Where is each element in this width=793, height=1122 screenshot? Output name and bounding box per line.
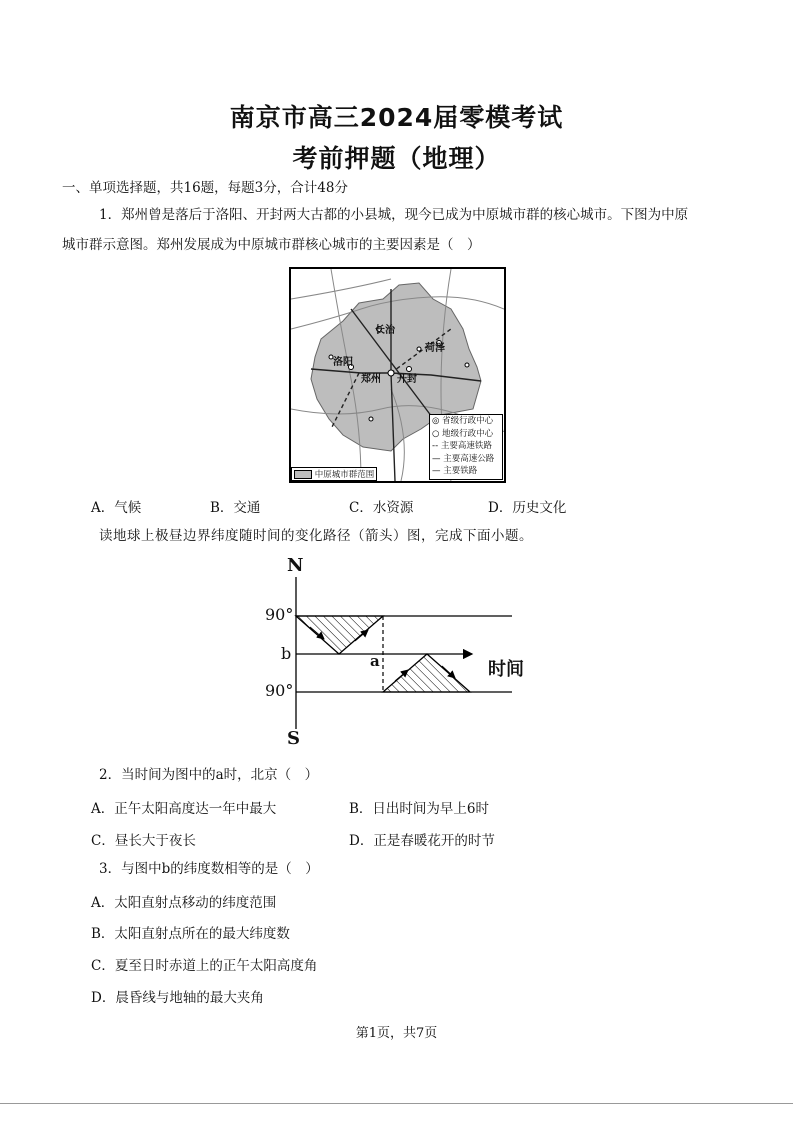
circle-icon: ○ (432, 428, 440, 439)
lower-hatched-triangle (383, 654, 470, 692)
q2-stem: 2．当时间为图中的a时，北京（ ） (99, 767, 319, 783)
city-label-heze: 菏泽 (425, 343, 445, 354)
q3-option-d[interactable]: D．晨昏线与地轴的最大夹角 (91, 990, 264, 1006)
city-label-kaifeng: 开封 (397, 374, 417, 385)
q1-stem-line2: 城市群示意图。郑州发展成为中原城市群核心城市的主要因素是（ ） (62, 237, 481, 253)
central-plains-map (289, 267, 506, 483)
q2-option-a[interactable]: A．正午太阳高度达一年中最大 (91, 801, 277, 817)
page-number: 第1页，共7页 (355, 1026, 438, 1041)
label-90-bottom: 90° (265, 681, 294, 700)
group-intro: 读地球上极昼边界纬度随时间的变化路径（箭头）图，完成下面小题。 (99, 528, 533, 544)
region-legend (291, 467, 377, 481)
legend-item (432, 428, 502, 441)
legend-item (432, 415, 502, 428)
rail-line-icon: — (432, 466, 441, 476)
q3-option-c[interactable]: C．夏至日时赤道上的正午太阳高度角 (91, 958, 318, 974)
q3-stem: 3．与图中b的纬度数相等的是（ ） (99, 861, 319, 877)
legend-label: 主要高速铁路 (440, 441, 492, 451)
label-time: 时间 (488, 659, 524, 680)
city-label-luoyang: 洛阳 (333, 357, 353, 368)
page-title: 南京市高三2024届零模考试 (229, 103, 564, 132)
polar-day-chart (262, 555, 532, 750)
q1-stem-line1: 1．郑州曾是落后于洛阳、开封两大古都的小县城，现今已成为中原城市群的核心城市。下图为中原 (99, 207, 689, 223)
label-90-top: 90° (265, 605, 294, 624)
legend-label: 地级行政中心 (442, 428, 494, 439)
label-a: a (370, 652, 380, 670)
double-circle-icon: ◎ (432, 416, 440, 426)
legend-item (432, 465, 502, 478)
legend-item (432, 453, 502, 466)
q3-option-a[interactable]: A．太阳直射点移动的纬度范围 (91, 895, 277, 911)
footer-divider (0, 1103, 793, 1104)
legend-item (432, 440, 502, 453)
label-s: S (287, 728, 300, 749)
q1-option-c[interactable]: C．水资源 (349, 500, 414, 516)
q1-option-b[interactable]: B．交通 (210, 500, 261, 516)
legend-label: 主要铁路 (443, 466, 478, 476)
map-legend (429, 414, 503, 480)
region-swatch-icon (294, 470, 312, 479)
city-label-changzhi: 长治 (375, 325, 395, 336)
q3-option-b[interactable]: B．太阳直射点所在的最大纬度数 (91, 926, 290, 942)
dashed-line-icon: -- (432, 441, 439, 451)
section-heading: 一、单项选择题，共16题，每题3分，合计48分 (62, 180, 348, 196)
upper-hatched-triangle (296, 616, 383, 654)
page-subtitle: 考前押题（地理） (292, 144, 501, 173)
region-legend-label: 中原城市群范围 (314, 470, 375, 480)
q1-option-a[interactable]: A．气候 (91, 500, 142, 516)
q2-option-b[interactable]: B．日出时间为早上6时 (349, 801, 490, 817)
chart-svg (262, 555, 532, 750)
legend-label: 主要高速公路 (443, 453, 495, 464)
q2-option-d[interactable]: D．正是春暖花开的时节 (349, 833, 495, 849)
label-b: b (281, 644, 292, 663)
city-label-zhengzhou: 郑州 (361, 374, 381, 385)
label-n: N (287, 555, 304, 576)
q1-option-d[interactable]: D．历史文化 (488, 500, 567, 516)
q2-option-c[interactable]: C．昼长大于夜长 (91, 833, 196, 849)
legend-label: 省级行政中心 (442, 416, 494, 426)
solid-line-icon: — (432, 453, 441, 464)
